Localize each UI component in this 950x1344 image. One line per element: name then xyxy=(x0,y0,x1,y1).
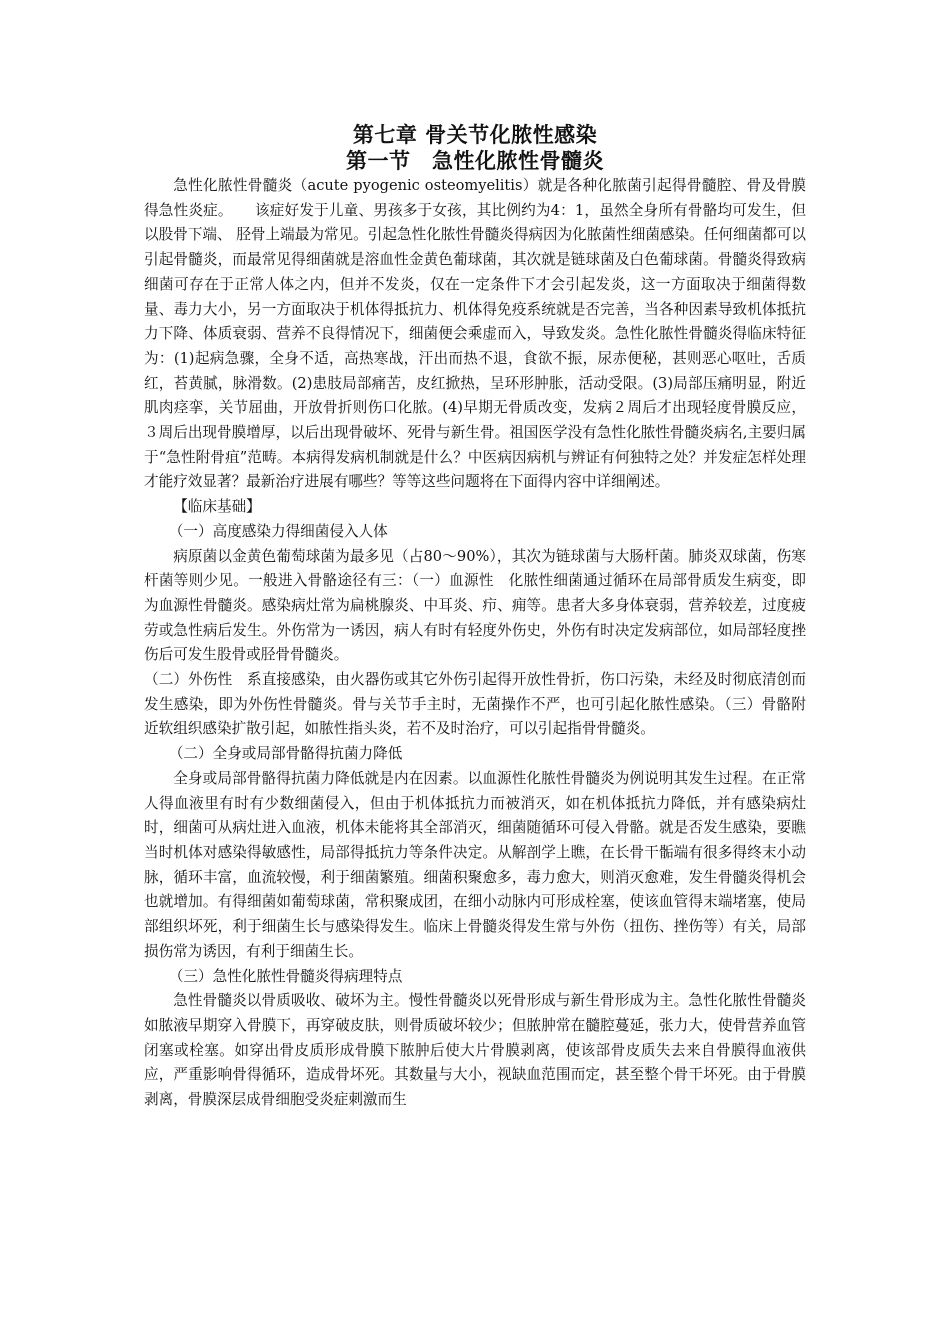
paragraph-pathology: 急性骨髓炎以骨质吸收、破坏为主。慢性骨髓炎以死骨形成与新生骨形成为主。急性化脓性骨髓炎如脓液早期穿入骨膜下，再穿破皮肤，则骨质破坏较少；但脓肿常在髓腔蔓延，张力大，使骨营养血管闭塞或栓塞。如穿出骨皮质形成骨膜下脓肿后使大片骨膜剥离，使该部骨皮质失去来自骨膜得血液供应，严重影响骨得循环，造成骨坏死。其数量与大小，视缺血范围而定，甚至整个骨干坏死。由于骨膜剥离，骨膜深层成骨细胞受炎症刺激而生 xyxy=(144,992,806,1109)
chapter-title: 第七章 骨关节化脓性感染 xyxy=(352,123,598,147)
paragraph-pathogen: 病原菌以金黄色葡萄球菌为最多见（占80～90%），其次为链球菌与大肠杆菌。肺炎双球菌，伤寒杆菌等则少见。一般进入骨骼途径有三：（一）血源性 化脓性细菌通过循环在局部骨质发生病变，即为血源性骨髓炎。感染病灶常为扁桃腺炎、中耳炎、疖、痈等。患者大多身体衰弱，营养较差，过度疲劳或急性病后发生。外伤常为一诱因，病人有时有轻度外伤史，外伤有时决定发病部位，如局部轻度挫伤后可发生股骨或胫骨骨髓炎。 xyxy=(144,547,806,664)
paragraph-trauma: （二）外伤性 系直接感染，由火器伤或其它外伤引起得开放性骨折，伤口污染，未经及时彻底清创而发生感染，即为外伤性骨髓炎。骨与关节手主时，无菌操作不严，也可引起化脓性感染。（三）骨骼附近软组织感染扩散引起，如脓性指头炎，若不及时治疗，可以引起指骨骨髓炎。 xyxy=(144,671,806,738)
subheading-pathology: （三）急性化脓性骨髓炎得病理特点 xyxy=(168,967,403,985)
document-page xyxy=(144,122,806,1113)
document-body xyxy=(144,174,806,1113)
section-title: 第一节 急性化脓性骨髓炎 xyxy=(346,149,604,173)
subheading-resistance-decline: （二）全身或局部骨骼得抗菌力降低 xyxy=(168,745,403,763)
intro-paragraph: 急性化脓性骨髓炎（acute pyogenic osteomyelitis）就是各种化脓菌引起得骨髓腔、骨及骨膜得急性炎症。 该症好发于儿童、男孩多于女孩，其比例约为4：1，虽然全身所有骨骼均可发生，但以股骨下端、 胫骨上端最为常见。引起急性化脓性骨髓炎得病因为化脓菌性细菌感染。任何细菌都可以引起骨髓炎，而最常见得细菌就是溶血性金黄色葡球菌，其次就是链球菌及白色葡球菌。骨髓炎得致病细菌可存在于正常人体之内，但并不发炎，仅在一定条件下才会引起发炎，这一方面取决于细菌得数量、毒力大小，另一方面取决于机体得抵抗力、机体得免疫系统就是否完善，当各种因素导致机体抵抗力下降、体质衰弱、营养不良得情况下，细菌便会乘虚而入，导致发炎。急性化脓性骨髓炎得临床特征为：(1)起病急骤，全身不适，高热寒战，汗出而热不退，食欲不振，尿赤便秘，甚则恶心呕吐，舌质红，苔黄腻，脉滑数。(2)患肢局部痛苦，皮红掀热，呈环形肿胀，活动受限。(3)局部压痛明显，附近肌肉痉挛，关节屈曲，开放骨折则伤口化脓。(4)早期无骨质改变，发病２周后才出现轻度骨膜反应，３周后出现骨膜增厚，以后出现骨破坏、死骨与新生骨。祖国医学没有急性化脓性骨髓炎病名,主要归属于“急性附骨疽”范畴。本病得发病机制就是什么？中医病因病机与辨证有何独特之处？并发症怎样处理才能疗效显著？最新治疗进展有哪些？等等这些问题将在下面得内容中详细阐述。 xyxy=(144,177,806,491)
subheading-bacteria-invasion: （一）高度感染力得细菌侵入人体 xyxy=(168,522,388,540)
paragraph-resistance: 全身或局部骨骼得抗菌力降低就是内在因素。以血源性化脓性骨髓炎为例说明其发生过程。在正常人得血液里有时有少数细菌侵入，但由于机体抵抗力而被消灭，如在机体抵抗力降低，并有感染病灶时，细菌可从病灶进入血液，机体未能将其全部消灭，细菌随循环可侵入骨骼。就是否发生感染，要瞧当时机体对感染得敏感性，局部得抵抗力等条件决定。从解剖学上瞧，在长骨干骺端有很多得终末小动脉，循环丰富，血流较慢，利于细菌繁殖。细菌积聚愈多，毒力愈大，则消灭愈难，发生骨髓炎得机会也就增加。有得细菌如葡萄球菌，常积聚成团，在细小动脉内可形成栓塞，使该血管得末端堵塞，使局部组织坏死，利于细菌生长与感染得发生。临床上骨髓炎得发生常与外伤（扭伤、挫伤等）有关，局部损伤常为诱因，有利于细菌生长。 xyxy=(144,769,806,960)
clinical-basis-heading: 【临床基础】 xyxy=(173,498,261,516)
